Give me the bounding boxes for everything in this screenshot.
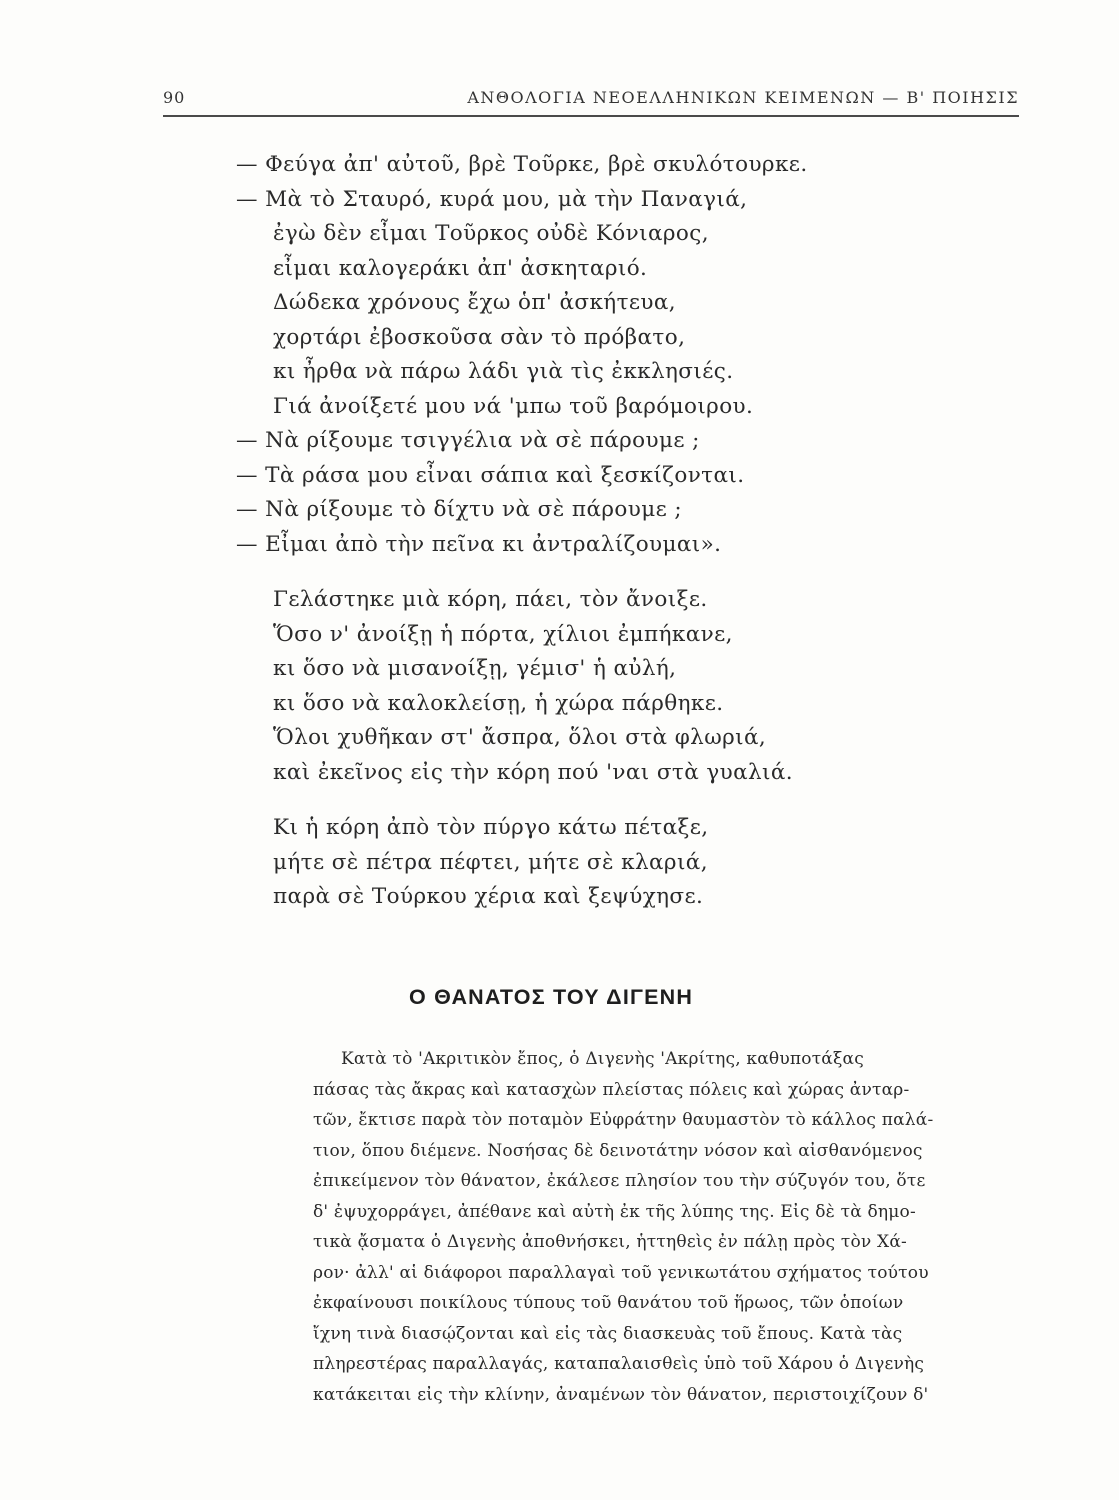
stanza-2: [236, 583, 886, 790]
header-rule: [163, 115, 1019, 117]
verse-line: παρὰ σὲ Τούρκου χέρια καὶ ξεψύχησε.: [273, 884, 704, 909]
verse-line: — Εἶμαι ἀπὸ τὴν πεῖνα κι ἀντραλίζουμαι».: [236, 531, 722, 557]
verse-line: — Νὰ ρίξουμε τσιγγέλια νὰ σὲ πάρουμε ;: [236, 428, 700, 453]
prose-line: Κατὰ τὸ 'Ακριτικὸν ἔπος, ὁ Διγενὴς 'Ακρίτης, καθυποτάξας: [341, 1049, 864, 1069]
verse-line: Κι ἡ κόρη ἀπὸ τὸν πύργο κάτω πέταξε,: [273, 815, 709, 840]
verse-line: Δώδεκα χρόνους ἔχω ὁπ' ἀσκήτευα,: [273, 290, 677, 315]
verse-line: μήτε σὲ πέτρα πέφτει, μήτε σὲ κλαριά,: [273, 849, 708, 875]
prose-line: δ' ἐψυχορράγει, ἀπέθανε καὶ αὐτὴ ἐκ τῆς λύπης της. Εἰς δὲ τὰ δημο-: [313, 1201, 916, 1222]
verse-line: Ὅσο ν' ἀνοίξῃ ἡ πόρτα, χίλιοι ἐμπήκανε,: [273, 621, 733, 647]
prose-line: ἐκφαίνουσι ποικίλους τύπους τοῦ θανάτου τοῦ ἥρωος, τῶν ὁποίων: [313, 1293, 904, 1313]
verse-line: χορτάρι ἐβοσκοῦσα σὰν τὸ πρόβατο,: [273, 324, 686, 350]
prose-line: κατάκειται εἰς τὴν κλίνην, ἀναμένων τὸν θάνατον, περιστοιχίζουν δ': [313, 1384, 929, 1405]
prose-line: τιον, ὅπου διέμενε. Νοσήσας δὲ δεινοτάτην νόσον καὶ αἰσθανόμενος: [313, 1140, 923, 1161]
verse-line: ἐγὼ δὲν εἶμαι Τοῦρκος οὐδὲ Κόνιαρος,: [273, 221, 709, 246]
prose-line: πληρεστέρας παραλλαγάς, καταπαλαισθεὶς ὑπὸ τοῦ Χάρου ὁ Διγενὴς: [313, 1354, 925, 1374]
prose-line: ἴχνη τινὰ διασῴζονται καὶ εἰς τὰς διασκευὰς τοῦ ἔπους. Κατὰ τὰς: [313, 1323, 903, 1344]
verse-line: κι ὅσο νὰ μισανοίξῃ, γέμισ' ἡ αὐλή,: [273, 656, 677, 681]
verse-line: Γελάστηκε μιὰ κόρη, πάει, τὸν ἄνοιξε.: [273, 587, 708, 612]
intro-paragraph: [313, 1044, 1018, 1410]
verse-line: — Φεύγα ἀπ' αὐτοῦ, βρὲ Τοῦρκε, βρὲ σκυλότουρκε.: [236, 152, 808, 177]
verse-line: κι ὅσο νὰ καλοκλείσῃ, ἡ χώρα πάρθηκε.: [273, 690, 724, 716]
stanza-3: [236, 811, 886, 915]
prose-line: ἐπικείμενον τὸν θάνατον, ἐκάλεσε πλησίον του τὴν σύζυγόν του, ὅτε: [313, 1171, 926, 1191]
verse-line: εἶμαι καλογεράκι ἀπ' ἀσκηταριό.: [273, 255, 648, 281]
verse-line: κι ἦρθα νὰ πάρω λάδι γιὰ τὶς ἐκκλησιές.: [273, 359, 734, 384]
running-head: [163, 86, 1019, 112]
prose-line: ρον· ἀλλ' αἱ διάφοροι παραλλαγαὶ τοῦ γενικωτάτου σχήματος τούτου: [313, 1262, 929, 1283]
poem: [236, 148, 886, 936]
verse-line: — Μὰ τὸ Σταυρό, κυρά μου, μὰ τὴν Παναγιά,: [236, 186, 748, 212]
section-title: Ο ΘΑΝΑΤΟΣ ΤΟΥ ΔΙΓΕΝΗ: [409, 985, 694, 1009]
page-number: 90: [163, 88, 186, 107]
prose-line: τικὰ ᾄσματα ὁ Διγενὴς ἀποθνήσκει, ἡττηθεὶς ἐν πάλῃ πρὸς τὸν Χά-: [313, 1232, 907, 1252]
prose-line: πάσας τὰς ἄκρας καὶ κατασχὼν πλείστας πόλεις καὶ χώρας ἀνταρ-: [313, 1079, 910, 1100]
verse-line: Ὅλοι χυθῆκαν στ' ἄσπρα, ὅλοι στὰ φλωριά,: [273, 725, 767, 750]
verse-line: Γιά ἀνοίξετέ μου νά 'μπω τοῦ βαρόμοιρου.: [273, 393, 754, 419]
stanza-1: [236, 148, 886, 562]
verse-line: — Τὰ ράσα μου εἶναι σάπια καὶ ξεσκίζονται.: [236, 462, 745, 488]
prose-line: τῶν, ἔκτισε παρὰ τὸν ποταμὸν Εὐφράτην θαυμαστὸν τὸ κάλλος παλά-: [313, 1110, 934, 1130]
running-title: ΑΝΘΟΛΟΓΙΑ ΝΕΟΕΛΛΗΝΙΚΩΝ ΚΕΙΜΕΝΩΝ — Β' ΠΟΙΗΣΙΣ: [467, 88, 1019, 107]
verse-line: — Νὰ ρίξουμε τὸ δίχτυ νὰ σὲ πάρουμε ;: [236, 497, 683, 522]
verse-line: καὶ ἐκεῖνος εἰς τὴν κόρη πού 'ναι στὰ γυαλιά.: [273, 759, 794, 785]
